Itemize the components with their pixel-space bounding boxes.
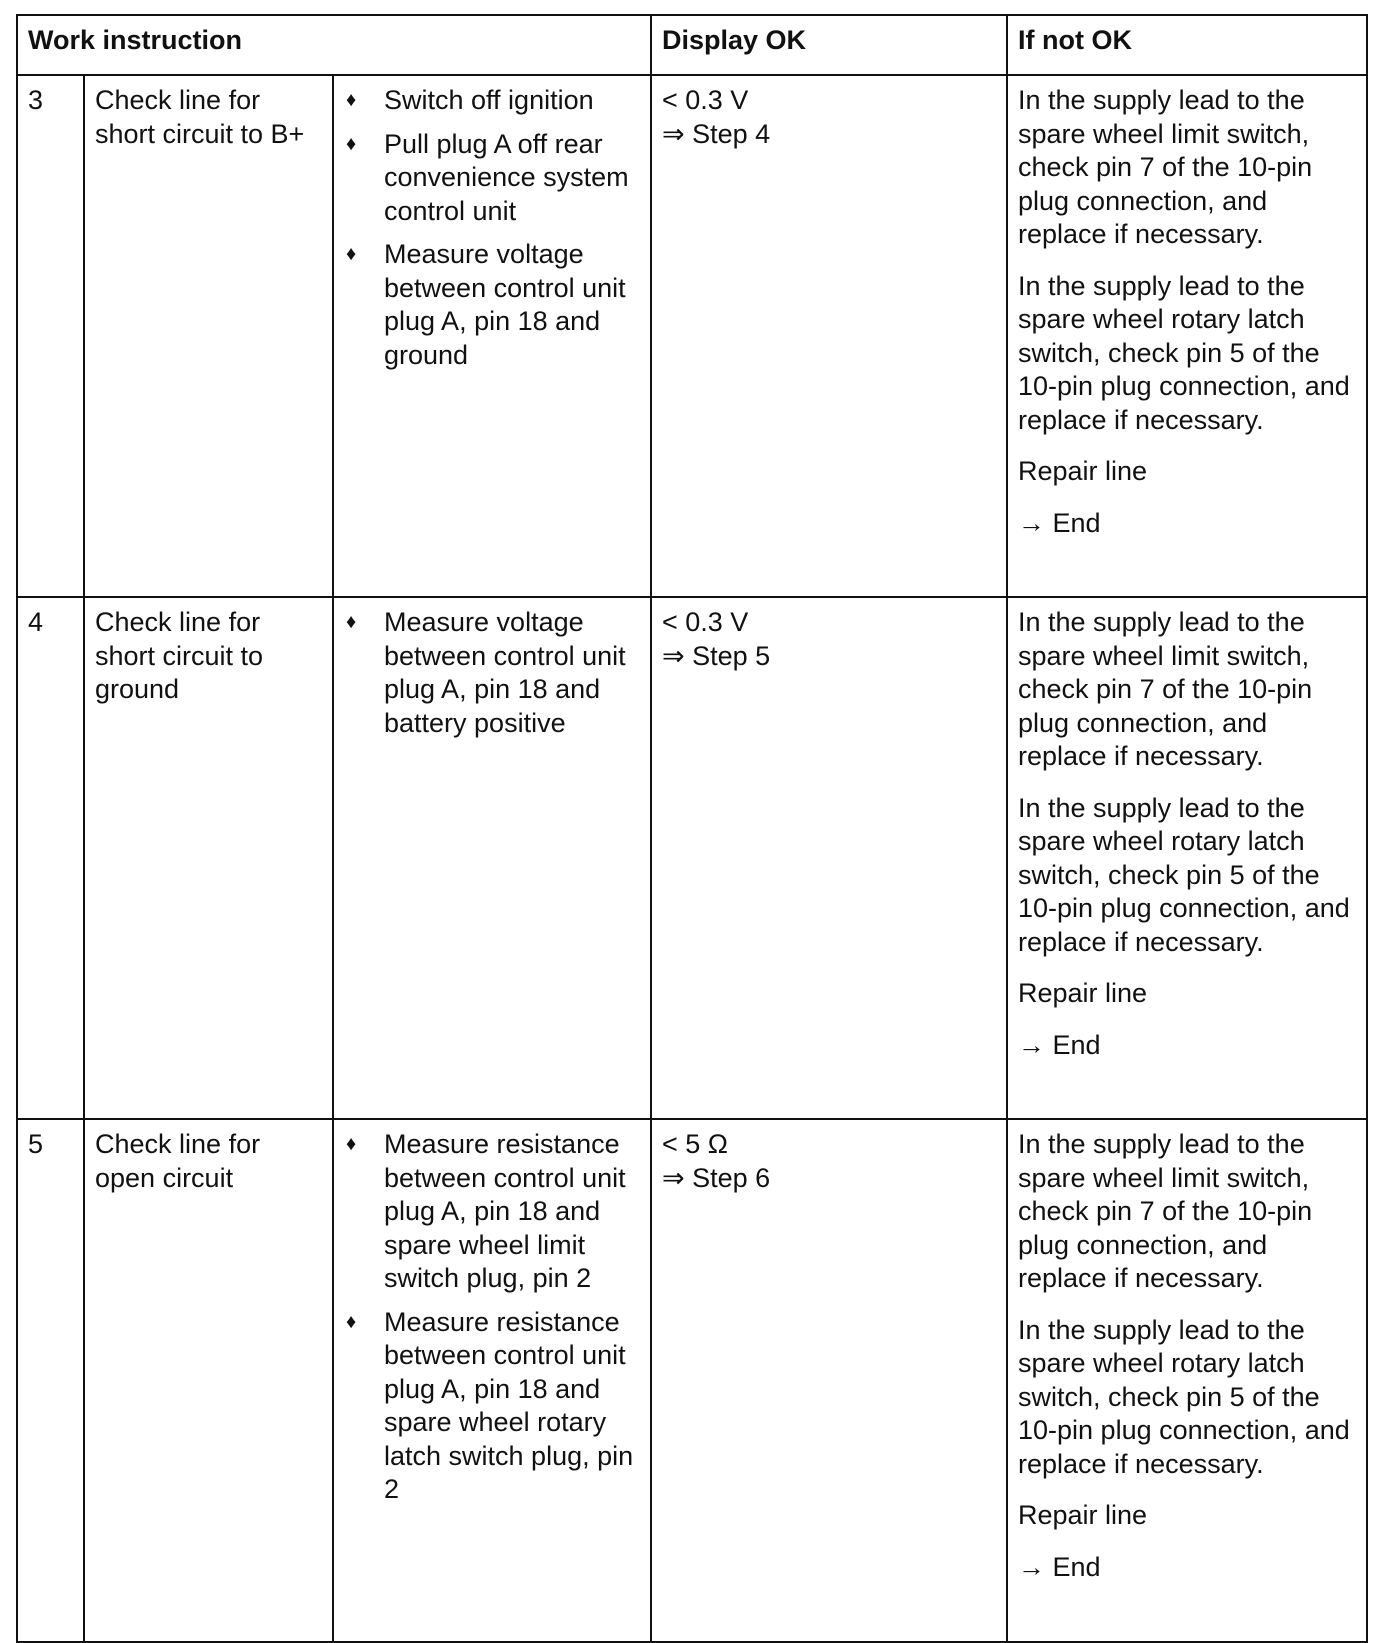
instruction-list: [344, 606, 640, 740]
instruction-text: Measure resistance between control unit plug A, pin 18 and spare wheel rotary latch switch plug, pin 2: [384, 1306, 634, 1504]
header-display-ok: Display OK: [651, 15, 1007, 75]
next-step: ⇒ Step 6: [662, 1162, 771, 1193]
display-ok-cell: [651, 597, 1007, 1119]
table-row: [17, 75, 1367, 597]
instruction-text: Measure voltage between control unit plug A, pin 18 and ground: [384, 239, 626, 370]
step-number: 3: [17, 75, 84, 597]
instruction-list: [344, 84, 640, 372]
remedy-text: In the supply lead to the spare wheel limit switch, check pin 7 of the 10-pin plug connection, and replace if necessary.: [1018, 85, 1313, 249]
display-ok-value: < 0.3 V: [662, 85, 749, 115]
if-not-ok-cell: [1007, 597, 1367, 1119]
list-item: [344, 1128, 640, 1296]
instruction-text: Pull plug A off rear convenience system control unit: [384, 128, 629, 226]
list-item: [344, 1306, 640, 1507]
end-text: → End: [1018, 1551, 1101, 1582]
work-instruction-table: [16, 14, 1368, 1643]
step-description: Check line for open circuit: [84, 1119, 333, 1642]
step-description: Check line for short circuit to B+: [84, 75, 333, 597]
table-row: [17, 1119, 1367, 1642]
display-ok-cell: [651, 1119, 1007, 1642]
list-item: [344, 128, 640, 229]
display-ok-value: < 0.3 V: [662, 607, 749, 637]
display-ok-value: < 5 Ω: [662, 1129, 728, 1159]
remedy-text: In the supply lead to the spare wheel limit switch, check pin 7 of the 10-pin plug connection, and replace if necessary.: [1018, 1129, 1313, 1293]
repair-line-text: Repair line: [1018, 456, 1148, 486]
if-not-ok-cell: [1007, 75, 1367, 597]
remedy-text: In the supply lead to the spare wheel rotary latch switch, check pin 5 of the 10-pin plug connection, and replace if necessary.: [1018, 792, 1350, 957]
header-work-instruction: Work instruction: [17, 15, 651, 75]
diamond-bullet-icon: ♦: [346, 89, 357, 111]
step-number: 5: [17, 1119, 84, 1642]
end-text: → End: [1018, 1029, 1101, 1060]
step-description: Check line for short circuit to ground: [84, 597, 333, 1119]
end-text: → End: [1018, 507, 1101, 538]
instruction-text: Switch off ignition: [384, 85, 594, 115]
step-number: 4: [17, 597, 84, 1119]
display-ok-cell: [651, 75, 1007, 597]
diamond-bullet-icon: ♦: [346, 1310, 357, 1333]
diamond-bullet-icon: ♦: [346, 611, 357, 633]
list-item: [344, 238, 640, 372]
remedy-text: In the supply lead to the spare wheel rotary latch switch, check pin 5 of the 10-pin plug connection, and replace if necessary.: [1018, 270, 1350, 435]
list-item: [344, 606, 640, 740]
instruction-list: [344, 1128, 640, 1507]
next-step: ⇒ Step 5: [662, 640, 771, 671]
next-step: ⇒ Step 4: [662, 118, 771, 149]
instruction-text: Measure resistance between control unit plug A, pin 18 and spare wheel limit switch plug, pin 2: [384, 1129, 626, 1293]
instruction-list-cell: [333, 75, 651, 597]
list-item: [344, 84, 640, 118]
table-header-row: [17, 15, 1367, 75]
instruction-list-cell: [333, 597, 651, 1119]
remedy-text: In the supply lead to the spare wheel limit switch, check pin 7 of the 10-pin plug connection, and replace if necessary.: [1018, 607, 1313, 771]
diamond-bullet-icon: ♦: [346, 243, 357, 265]
instruction-text: Measure voltage between control unit plug A, pin 18 and battery positive: [384, 607, 626, 738]
instruction-list-cell: [333, 1119, 651, 1642]
table-row: [17, 597, 1367, 1119]
repair-line-text: Repair line: [1018, 1500, 1148, 1530]
header-if-not-ok: If not OK: [1007, 15, 1367, 75]
diamond-bullet-icon: ♦: [346, 132, 357, 155]
remedy-text: In the supply lead to the spare wheel rotary latch switch, check pin 5 of the 10-pin plug connection, and replace if necessary.: [1018, 1314, 1350, 1479]
repair-line-text: Repair line: [1018, 978, 1148, 1008]
diamond-bullet-icon: ♦: [346, 1133, 357, 1155]
if-not-ok-cell: [1007, 1119, 1367, 1642]
